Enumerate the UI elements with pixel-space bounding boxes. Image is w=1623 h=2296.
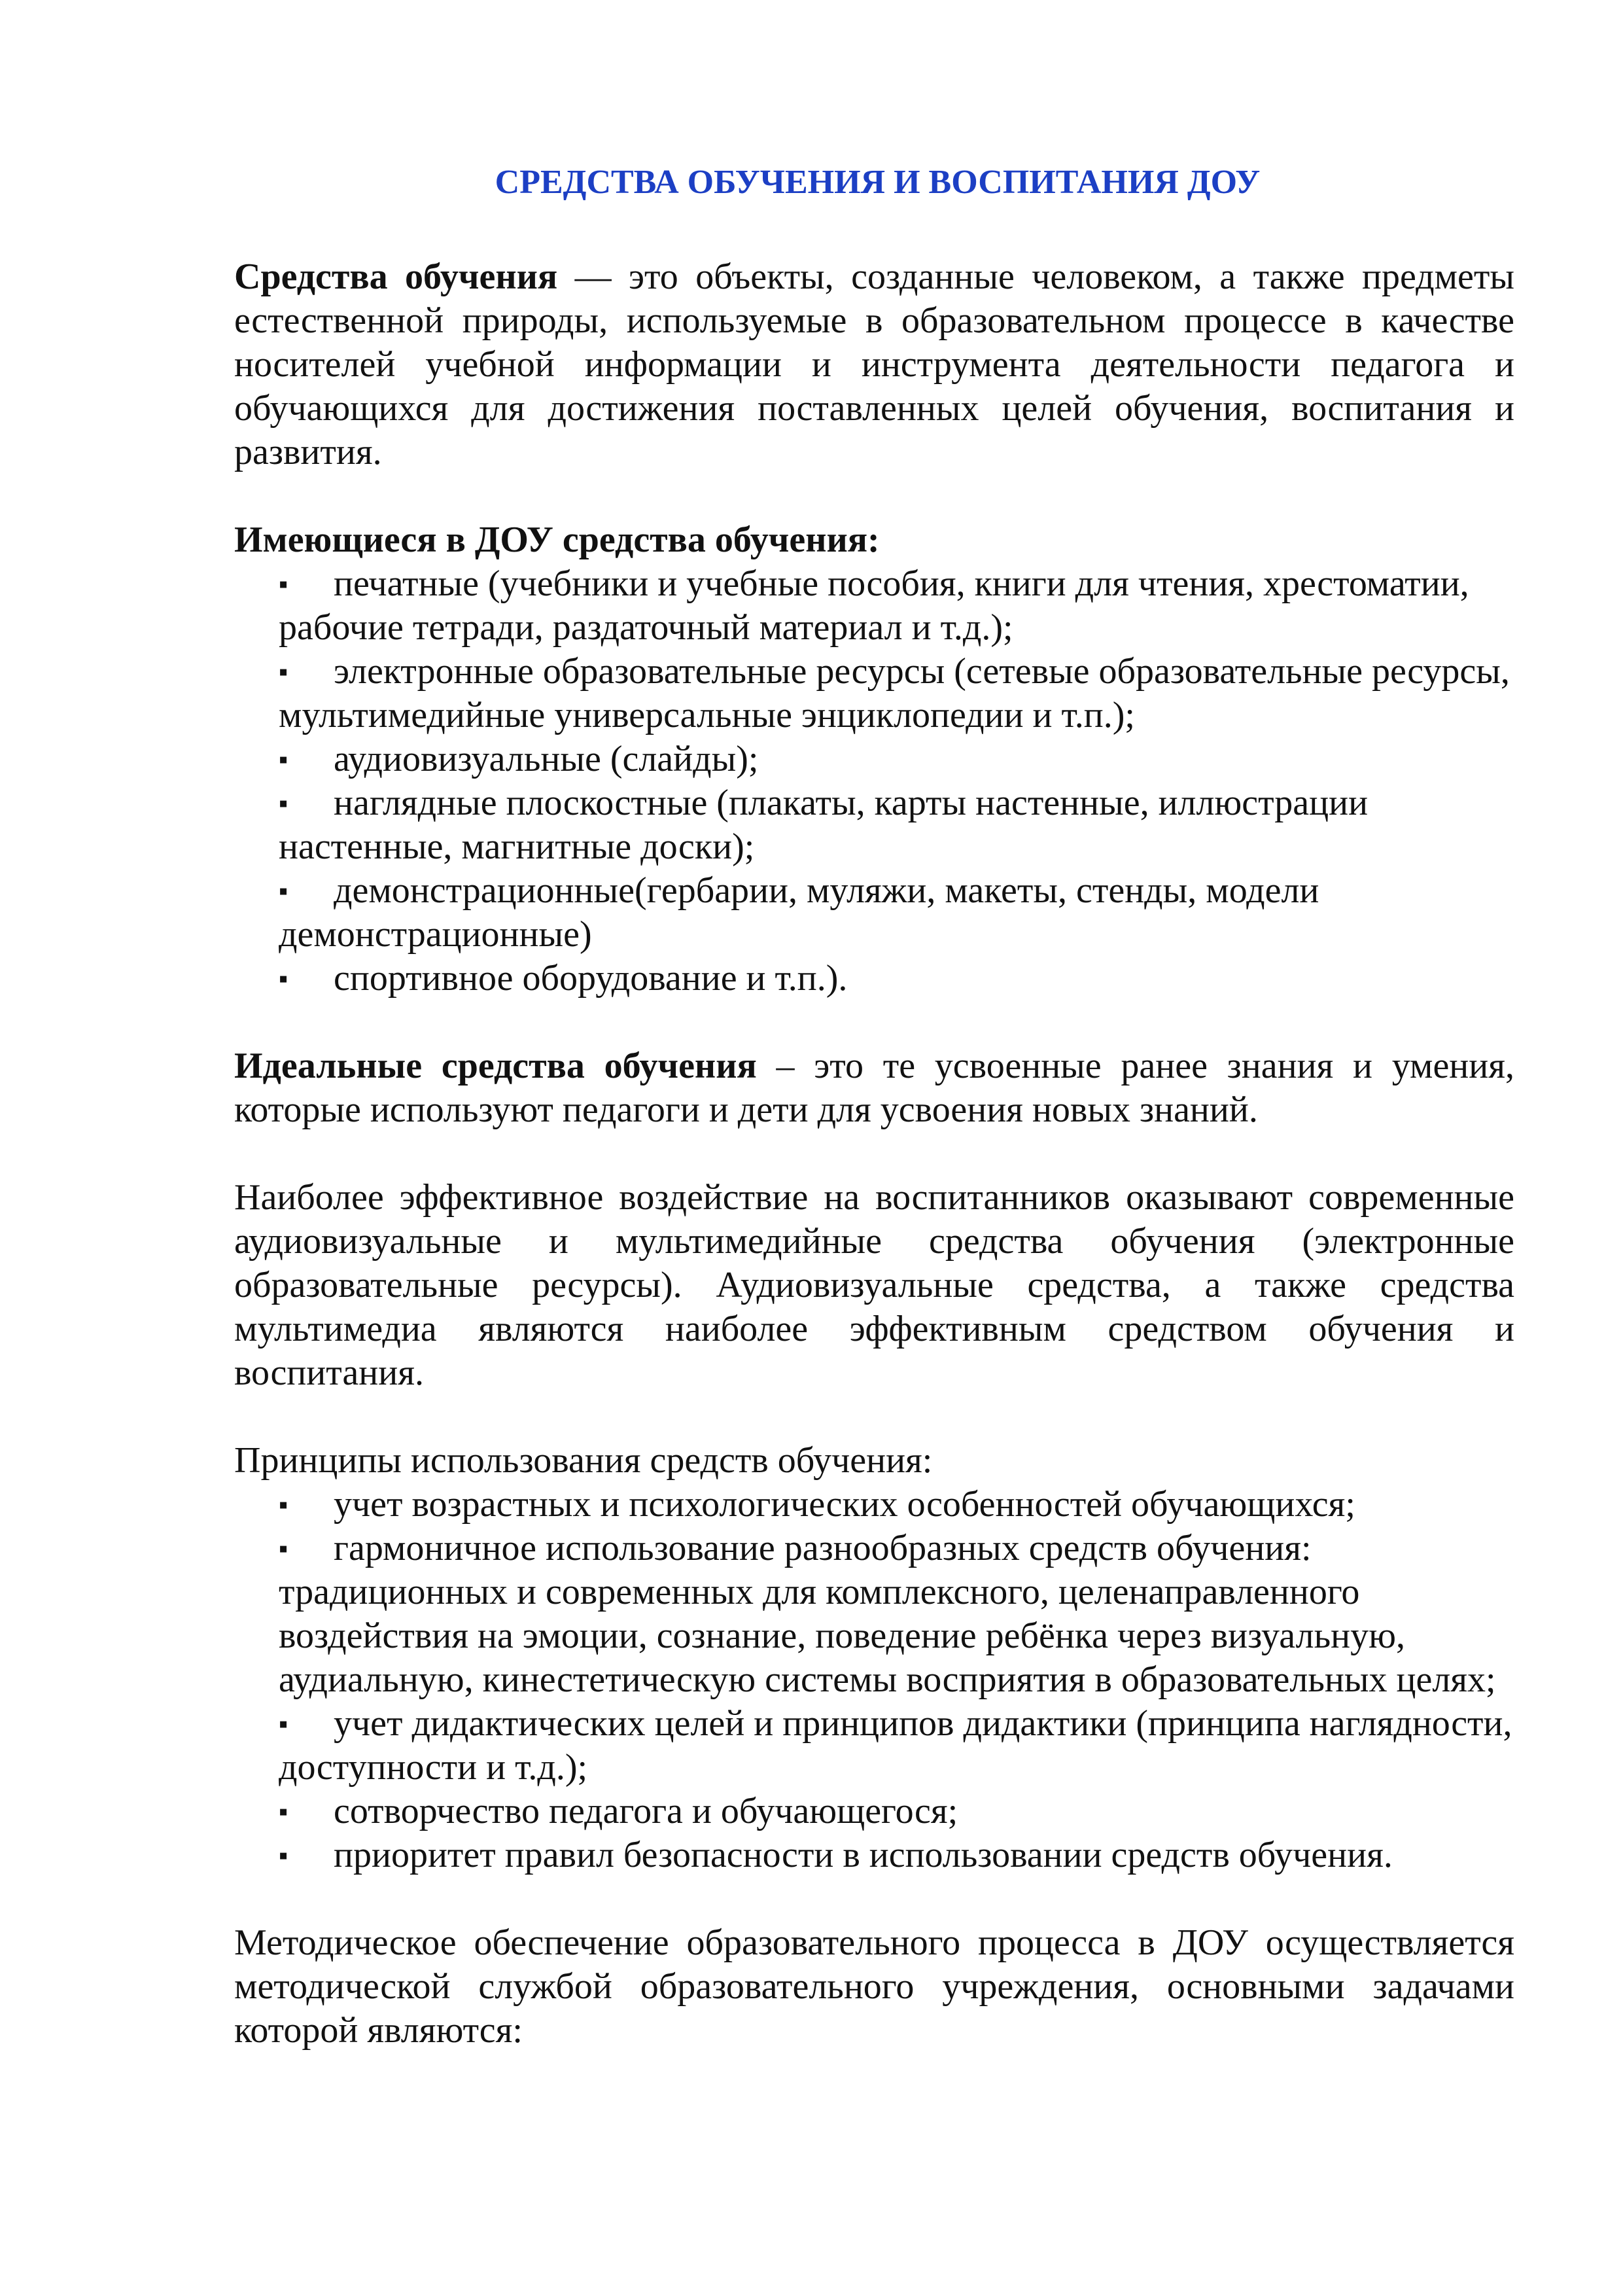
bullet-marker: ▪ (279, 1490, 288, 1520)
definition-paragraph (234, 255, 1514, 474)
bullet-marker: ▪ (279, 569, 288, 599)
list-item (279, 1833, 1514, 1877)
available-tools-heading: Имеющиеся в ДОУ средства обучения: (234, 520, 880, 561)
list-item-text: аудиовизуальные (слайды); (334, 739, 759, 780)
page-title: СРЕДСТВА ОБУЧЕНИЯ И ВОСПИТАНИЯ ДОУ (495, 164, 1261, 201)
bullet-marker: ▪ (279, 788, 288, 819)
bullet-marker: ▪ (279, 745, 288, 775)
definition-text: — это объекты, созданные человеком, а также предметы естественной природы, используемые в образовательном процессе в качестве носителей учебной информации и инструмента деятельности педагога и обучающихся для достижения поставленных целей обучения, воспитания и развития. (234, 256, 1514, 473)
list-item-text: приоритет правил безопасности в использовании средств обучения. (334, 1835, 1393, 1876)
bullet-marker: ▪ (279, 964, 288, 994)
list-item (279, 650, 1514, 737)
list-item (279, 562, 1514, 650)
list-item-text: наглядные плоскостные (плакаты, карты настенные, иллюстрации настенные, магнитные доски); (279, 783, 1369, 868)
list-item-text: учет возрастных и психологических особенностей обучающихся; (334, 1484, 1355, 1525)
list-item (279, 1527, 1514, 1702)
list-item-text: гармоничное использование разнообразных средств обучения: традиционных и современных для комплексного, целенаправленного воздействия на эмоции, сознание, поведение ребёнка через визуальную, аудиальную, кинестетическую системы восприятия в образовательных целях; (279, 1528, 1496, 1701)
list-item-text: электронные образовательные ресурсы (сетевые образовательные ресурсы, мультимедийные универсальные энциклопедии и т.п.); (279, 651, 1510, 736)
available-tools-list (234, 562, 1514, 1000)
list-item-text: сотворчество педагога и обучающегося; (334, 1791, 958, 1832)
bullet-marker: ▪ (279, 657, 288, 687)
bullet-marker: ▪ (279, 876, 288, 906)
ideal-tools-term: Идеальные средства обучения (234, 1046, 757, 1087)
spacer (234, 1395, 1514, 1439)
effective-paragraph: Наиболее эффективное воздействие на воспитанников оказывают современные аудиовизуальные и мультимедийные средства обучения (электронные образовательные ресурсы). Аудиовизуальные средства, а также средства мультимедиа являются наиболее эффективным средством обучения и воспитания. (234, 1177, 1514, 1394)
list-item-text: печатные (учебники и учебные пособия, книги для чтения, хрестоматии, рабочие тетради, раздаточный материал и т.д.); (279, 563, 1469, 648)
spacer (234, 474, 1514, 518)
list-item (279, 737, 1514, 781)
methodical-paragraph: Методическое обеспечение образовательного процесса в ДОУ осуществляется методической службой образовательного учреждения, основными задачами которой являются: (234, 1922, 1514, 2051)
bullet-marker: ▪ (279, 1841, 288, 1871)
list-item (279, 781, 1514, 869)
ideal-tools-text: – это те усвоенные ранее знания и умения, которые используют педагоги и дети для усвоения новых знаний. (234, 1046, 1514, 1131)
bullet-marker: ▪ (279, 1797, 288, 1827)
list-item (279, 957, 1514, 1000)
spacer (234, 1132, 1514, 1176)
list-item (279, 869, 1514, 957)
ideal-tools-paragraph (234, 1044, 1514, 1132)
spacer (234, 1877, 1514, 1921)
principles-list (234, 1483, 1514, 1877)
list-item-text: спортивное оборудование и т.п.). (334, 958, 848, 999)
list-item-text: учет дидактических целей и принципов дидактики (принципа наглядности, доступности и т.д.); (279, 1703, 1512, 1788)
list-item (279, 1483, 1514, 1527)
definition-term: Средства обучения (234, 256, 558, 298)
bullet-marker: ▪ (279, 1709, 288, 1739)
principles-heading: Принципы использования средств обучения: (234, 1440, 933, 1481)
list-item (279, 1702, 1514, 1790)
list-item-text: демонстрационные(гербарии, муляжи, макеты, стенды, модели демонстрационные) (279, 870, 1319, 955)
list-item (279, 1790, 1514, 1833)
bullet-marker: ▪ (279, 1534, 288, 1564)
spacer (234, 1000, 1514, 1044)
